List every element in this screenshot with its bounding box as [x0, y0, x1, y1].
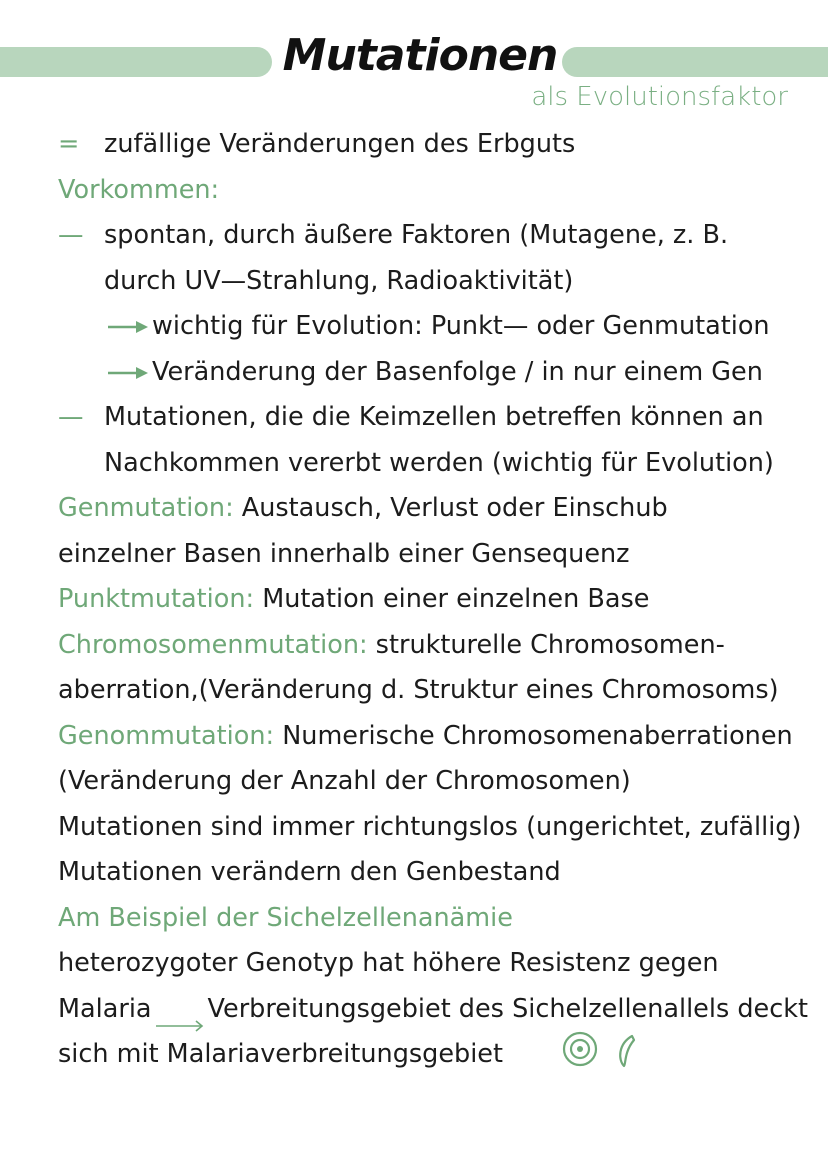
term-label: Genmutation:	[58, 493, 234, 523]
section-heading-example: Am Beispiel der Sichelzellenanämie	[58, 902, 513, 933]
list-item-continuation: durch UV—Strahlung, Radioaktivität)	[104, 265, 574, 296]
term-label: Punktmutation:	[58, 584, 255, 614]
line-text: wichtig für Evolution: Punkt— oder Genmutation	[152, 311, 770, 341]
dash-bullet: —	[58, 402, 84, 432]
arrow-right-icon	[106, 320, 150, 334]
term-label: Genommutation:	[58, 720, 275, 751]
list-item-continuation: Nachkommen vererbt werden (wichtig für Evolution)	[104, 447, 774, 478]
line-text: strukturelle Chromosomen-	[367, 629, 725, 660]
example-line	[58, 987, 814, 1033]
list-item	[58, 395, 814, 441]
long-arrow-right-icon	[156, 1003, 204, 1017]
example-line: sich mit Malariaverbreitungsgebiet	[58, 1039, 503, 1069]
example-line: heterozygoter Genotyp hat höhere Resistenz gegen	[58, 948, 719, 978]
line-text: Veränderung der Basenfolge / in nur einem Gen	[152, 356, 763, 387]
line-text: zufällige Veränderungen des Erbguts	[104, 129, 576, 159]
equals-bullet: =	[58, 129, 80, 159]
definition-genommutation	[58, 714, 814, 760]
arrow-item	[58, 350, 814, 396]
arrow-item	[58, 304, 814, 350]
dash-bullet: —	[58, 220, 84, 250]
list-item	[58, 213, 814, 259]
line-text: Mutationen, die die Keimzellen betreffen können an	[104, 402, 764, 432]
statement-line: Mutationen verändern den Genbestand	[58, 857, 561, 887]
term-label: Chromosomenmutation:	[58, 629, 368, 660]
definition-genmutation	[58, 486, 814, 532]
line-text: Malaria	[58, 993, 152, 1024]
definition-continuation: einzelner Basen innerhalb einer Gensequenz	[58, 538, 630, 569]
line-text: Austausch, Verlust oder Einschub	[233, 493, 668, 523]
section-heading-vorkommen: Vorkommen:	[58, 174, 220, 205]
page-title: Mutationen	[282, 30, 558, 81]
note-content	[58, 122, 814, 1078]
definition-line	[58, 122, 814, 168]
arrow-right-icon	[106, 366, 150, 380]
header-bar-right	[562, 47, 828, 77]
line-text: Numerische Chromosomenaberrationen	[274, 720, 793, 751]
definition-continuation: (Veränderung der Anzahl der Chromosomen)	[58, 766, 631, 796]
definition-continuation: aberration,(Veränderung d. Struktur eines Chromosoms)	[58, 675, 779, 705]
statement-line: Mutationen sind immer richtungslos (ungerichtet, zufällig)	[58, 811, 802, 842]
definition-punktmutation	[58, 577, 814, 623]
definition-chromosomenmutation	[58, 623, 814, 669]
line-text: Verbreitungsgebiet des Sichelzellenallels deckt	[207, 993, 809, 1024]
line-text: spontan, durch äußere Faktoren (Mutagene, z. B.	[104, 220, 729, 250]
cell-doodle-icon	[560, 1030, 650, 1074]
line-text: Mutation einer einzelnen Base	[254, 584, 650, 614]
header-bar-left	[0, 47, 272, 77]
page-subtitle: als Evolutionsfaktor	[531, 82, 788, 112]
